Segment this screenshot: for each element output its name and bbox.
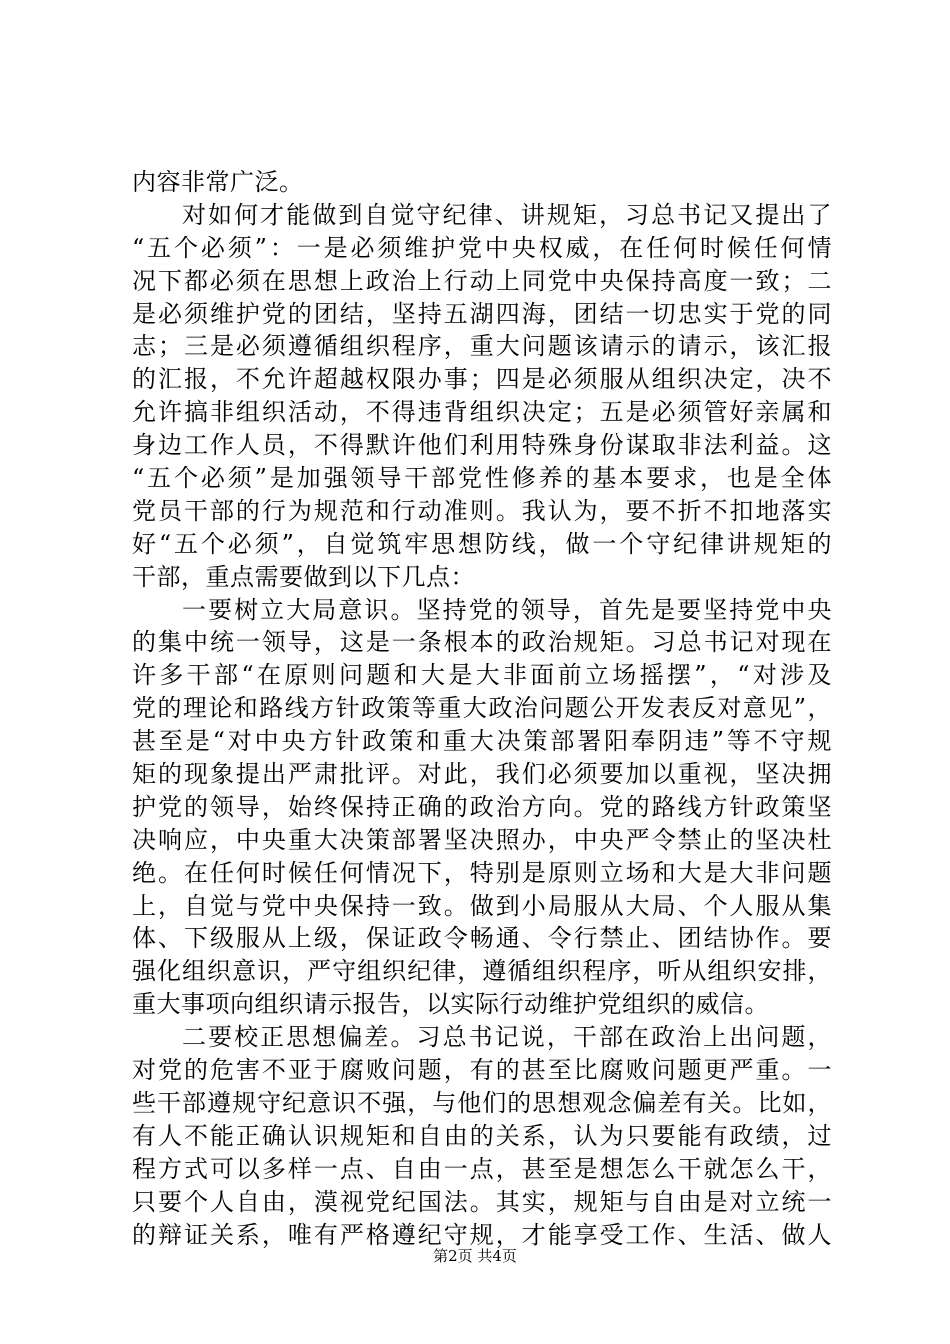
text-line: 许多干部“在原则问题和大是大非面前立场摇摆”，“对涉及	[132, 661, 832, 690]
text-line: “五个必须”是加强领导干部党性修养的基本要求，也是全体	[132, 464, 832, 493]
text-line: 对党的危害不亚于腐败问题，有的甚至比腐败问题更严重。一	[132, 1056, 832, 1085]
text-line: 的汇报，不允许超越权限办事；四是必须服从组织决定，决不	[132, 365, 832, 394]
text-line: 程方式可以多样一点、自由一点，甚至是想怎么干就怎么干，	[132, 1154, 832, 1183]
text-line: 好“五个必须”，自觉筑牢思想防线，做一个守纪律讲规矩的	[132, 529, 832, 558]
text-line: 的辩证关系，唯有严格遵纪守规，才能享受工作、生活、做人	[132, 1220, 832, 1249]
page-number-footer: 第2页 共4页	[433, 1247, 517, 1265]
text-line: 允许搞非组织活动，不得违背组织决定；五是必须管好亲属和	[132, 398, 832, 427]
text-line: 党员干部的行为规范和行动准则。我认为，要不折不扣地落实	[132, 496, 832, 525]
text-line: 体、下级服从上级，保证政令畅通、令行禁止、团结协作。要	[132, 924, 832, 953]
text-line: 干部，重点需要做到以下几点：	[132, 562, 475, 591]
text-line: 些干部遵规守纪意识不强，与他们的思想观念偏差有关。比如，	[132, 1088, 832, 1117]
text-line: 重大事项向组织请示报告，以实际行动维护党组织的威信。	[132, 990, 769, 1019]
text-line: 是必须维护党的团结，坚持五湖四海，团结一切忠实于党的同	[132, 299, 832, 328]
text-line: 一要树立大局意识。坚持党的领导，首先是要坚持党中央	[182, 595, 832, 624]
text-line: 矩的现象提出严肃批评。对此，我们必须要加以重视，坚决拥	[132, 760, 832, 789]
text-line: 对如何才能做到自觉守纪律、讲规矩，习总书记又提出了	[182, 200, 832, 229]
text-line: “五个必须”：一是必须维护党中央权威，在任何时候任何情	[132, 233, 832, 262]
text-line: 甚至是“对中央方针政策和重大决策部署阳奉阴违”等不守规	[132, 727, 832, 756]
text-line: 的集中统一领导，这是一条根本的政治规矩。习总书记对现在	[132, 628, 832, 657]
text-line: 强化组织意识，严守组织纪律，遵循组织程序，听从组织安排，	[132, 957, 832, 986]
text-line: 护党的领导，始终保持正确的政治方向。党的路线方针政策坚	[132, 792, 832, 821]
text-line: 决响应，中央重大决策部署坚决照办，中央严令禁止的坚决杜	[132, 825, 832, 854]
text-line: 况下都必须在思想上政治上行动上同党中央保持高度一致；二	[132, 266, 832, 295]
text-line: 上，自觉与党中央保持一致。做到小局服从大局、个人服从集	[132, 891, 832, 920]
text-line: 二要校正思想偏差。习总书记说，干部在政治上出问题，	[182, 1023, 832, 1052]
text-line: 身边工作人员，不得默许他们利用特殊身份谋取非法利益。这	[132, 431, 832, 460]
text-line: 党的理论和路线方针政策等重大政治问题公开发表反对意见”，	[132, 694, 832, 723]
text-line: 只要个人自由，漠视党纪国法。其实，规矩与自由是对立统一	[132, 1187, 832, 1216]
document-body	[132, 166, 832, 1251]
text-line: 内容非常广泛。	[132, 168, 304, 196]
text-line: 志；三是必须遵循组织程序，重大问题该请示的请示，该汇报	[132, 332, 832, 361]
text-line: 有人不能正确认识规矩和自由的关系，认为只要能有政绩，过	[132, 1121, 832, 1150]
text-line: 绝。在任何时候任何情况下，特别是原则立场和大是大非问题	[132, 858, 832, 887]
